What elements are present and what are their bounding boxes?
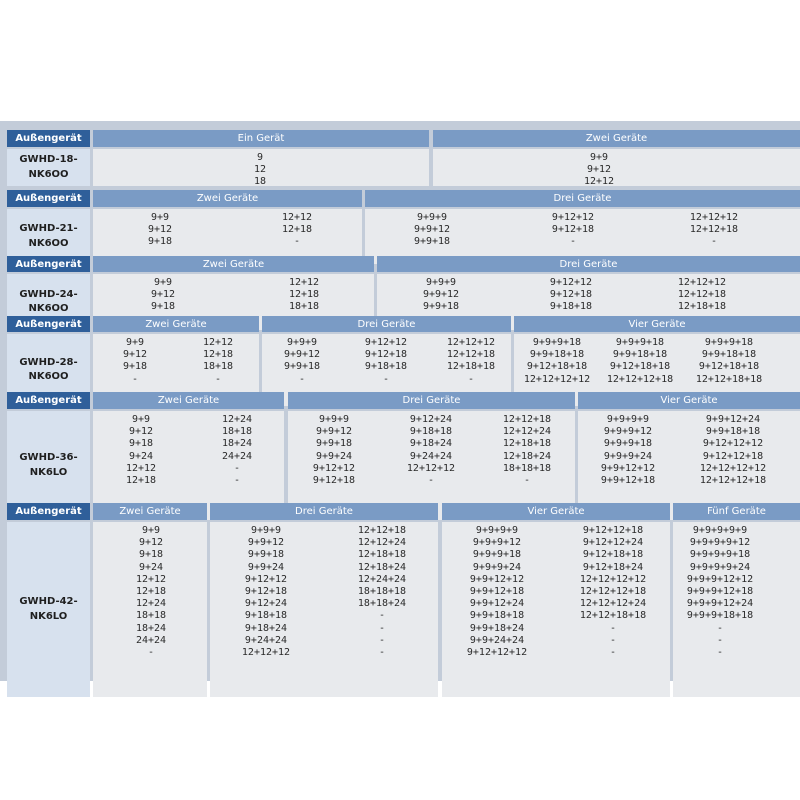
combination-value: 12+12 xyxy=(281,212,313,223)
combination-value: 9+24+24 xyxy=(244,634,288,646)
combination-value: 9+12+12 xyxy=(244,573,288,585)
combination-column xyxy=(467,525,527,659)
combination-value: 9+9+18+18 xyxy=(701,349,757,361)
combination-value: 9+9+18 xyxy=(283,361,321,373)
group-body xyxy=(442,522,670,697)
combination-value: 9+9+9+9+24 xyxy=(689,561,751,573)
combination-value: 12+18 xyxy=(288,289,320,301)
combination-value: 12+12+24 xyxy=(502,426,552,438)
combination-value: 12+18+18 xyxy=(446,361,496,373)
group-header: Drei Geräte xyxy=(262,316,511,332)
combination-value: 12+12+12+12 xyxy=(523,373,591,385)
combination-column xyxy=(151,277,175,314)
model-name: GWHD-21- NK6OO xyxy=(7,209,90,264)
combination-value: 12+18+18 xyxy=(357,549,407,561)
group-header: Vier Geräte xyxy=(578,392,800,409)
combination-value: 9+9 xyxy=(589,152,609,163)
combination-column xyxy=(123,337,147,386)
combination-value: 18+24 xyxy=(221,438,253,450)
combination-value: 18+18 xyxy=(288,301,320,313)
model-name: GWHD-42- NK6LO xyxy=(7,522,90,697)
combination-value: 12+12+18 xyxy=(357,525,407,536)
combination-value: 9+9+12+12 xyxy=(469,573,525,585)
combination-value: 9+12+12+12 xyxy=(702,438,764,450)
combination-column xyxy=(447,337,495,386)
combination-value: 9+9+12 xyxy=(422,289,460,301)
combination-value: 12+12+18 xyxy=(446,349,496,361)
group-body xyxy=(210,522,438,697)
combination-column xyxy=(254,152,266,189)
combination-value: 12+12+18 xyxy=(502,414,552,425)
combination-value: 9+9+9+12+12 xyxy=(686,573,754,585)
combination-value: 9+12+18 xyxy=(364,349,408,361)
group-header: Drei Geräte xyxy=(210,503,438,520)
combination-column xyxy=(365,337,407,386)
combination-value: - xyxy=(609,622,617,634)
outdoor-unit-label: Außengerät xyxy=(7,392,90,409)
combination-value: - xyxy=(710,236,718,248)
combination-value: 9+9+9 xyxy=(425,277,457,288)
combination-value: 9+12 xyxy=(150,289,176,301)
combination-column xyxy=(503,414,551,487)
combination-value: 12+18 xyxy=(281,224,313,236)
outdoor-unit-label: Außengerät xyxy=(7,190,90,207)
combination-value: 9+9+18+18 xyxy=(529,349,585,361)
combination-value: 9+24 xyxy=(138,561,164,573)
combination-value: 9+9+9+9+18 xyxy=(689,549,751,561)
combination-value: 9+12+18 xyxy=(551,224,595,236)
combination-column xyxy=(687,525,753,659)
combination-value: 9+18+18 xyxy=(409,426,453,438)
combination-value: 9+9+12+18 xyxy=(469,586,525,598)
outdoor-unit-label: Außengerät xyxy=(7,130,90,147)
combination-value: - xyxy=(233,462,241,474)
combination-value: 9+9+12 xyxy=(247,537,285,549)
combination-value: 12+12 xyxy=(583,176,615,188)
combination-column xyxy=(423,277,459,314)
combination-value: - xyxy=(716,622,724,634)
combination-value: 9+12+18+18 xyxy=(526,361,588,373)
group-body xyxy=(433,149,800,186)
combination-value: 9+12+12 xyxy=(364,337,408,348)
combination-value: 9+9 xyxy=(150,212,170,223)
combination-value: 9+12 xyxy=(122,349,148,361)
combination-value: 9+9+18 xyxy=(422,301,460,313)
combination-column xyxy=(222,414,252,487)
combination-value: 9+9+9+18 xyxy=(472,549,522,561)
combination-value: 9+9+9+12+24 xyxy=(686,598,754,610)
combination-value: 12+24 xyxy=(221,414,253,425)
combination-value: 9+12+24 xyxy=(409,414,453,425)
combination-value: 9+12+12+18 xyxy=(702,450,764,462)
combination-value: 9+9+18 xyxy=(413,236,451,248)
combination-value: 9+9+12+18 xyxy=(600,475,656,487)
combination-value: 12+18 xyxy=(202,349,234,361)
combination-value: - xyxy=(214,373,222,385)
combination-value: 9+9+12+24 xyxy=(705,414,761,425)
combination-value: - xyxy=(131,373,139,385)
combination-value: 9+9+9 xyxy=(250,525,282,536)
combination-column xyxy=(289,277,319,314)
combination-value: 9+9+9+9 xyxy=(606,414,650,425)
combination-value: 12+18+24 xyxy=(357,561,407,573)
combination-value: 12+12 xyxy=(202,337,234,348)
combination-value: 9+9+12+24 xyxy=(469,598,525,610)
group-header: Zwei Geräte xyxy=(93,316,259,332)
combination-value: 9+12+18+18 xyxy=(582,549,644,561)
group-body xyxy=(673,522,800,697)
combination-value: 9+9+18+18 xyxy=(469,610,525,622)
combination-value: 9+9+9+18 xyxy=(615,337,665,348)
model-name: GWHD-36- NK6LO xyxy=(7,411,90,520)
combination-column xyxy=(550,277,592,314)
combination-value: - xyxy=(378,610,386,622)
combination-value: - xyxy=(609,634,617,646)
combination-value: 9+12+12+24 xyxy=(582,537,644,549)
combination-value: 9+9+24 xyxy=(315,450,353,462)
combination-value: 9+9 xyxy=(125,337,145,348)
combination-value: 9+9+9+18+18 xyxy=(686,610,754,622)
combination-column xyxy=(584,152,614,189)
combination-value: 9+12+12 xyxy=(312,462,356,474)
combination-value: - xyxy=(382,373,390,385)
combination-value: 9+9+12+12 xyxy=(600,462,656,474)
combination-value: 9+12 xyxy=(128,426,154,438)
combination-value: - xyxy=(378,647,386,659)
top-margin xyxy=(0,0,800,121)
group-header: Drei Geräte xyxy=(365,190,800,207)
combination-column xyxy=(690,212,738,249)
combination-column xyxy=(148,212,172,249)
combination-value: 9+9+9 xyxy=(286,337,318,348)
combination-value: 9+12+12+12 xyxy=(466,647,528,659)
combination-value: 9+9 xyxy=(141,525,161,536)
combination-value: 9+9+9+12 xyxy=(603,426,653,438)
combination-value: 9+9+9+24 xyxy=(603,450,653,462)
combination-value: 12+18 xyxy=(125,475,157,487)
combination-value: 9+9 xyxy=(131,414,151,425)
combination-value: - xyxy=(293,236,301,248)
combination-value: 9+12+18 xyxy=(244,586,288,598)
combination-value: 12+12+18+18 xyxy=(579,610,647,622)
combination-value: 12+24 xyxy=(135,598,167,610)
combination-value: 9+12+18 xyxy=(312,475,356,487)
combination-value: 9+9+18+18 xyxy=(612,349,668,361)
combination-column xyxy=(524,337,590,386)
combination-value: 12+12+12 xyxy=(446,337,496,348)
combination-column xyxy=(696,337,762,386)
combination-value: 12 xyxy=(253,164,267,176)
combination-value: 9+9+12 xyxy=(283,349,321,361)
combination-value: 12+12+12+12 xyxy=(699,462,767,474)
combination-value: 12+12+24 xyxy=(357,537,407,549)
combination-column xyxy=(203,337,233,386)
combination-value: 9+18+24 xyxy=(244,622,288,634)
combination-value: 12+12+18 xyxy=(689,224,739,236)
model-name: GWHD-18- NK6OO xyxy=(7,149,90,186)
combination-value: - xyxy=(378,634,386,646)
combination-value: 9+12+12 xyxy=(551,212,595,223)
group-header: Vier Geräte xyxy=(442,503,670,520)
combination-value: 24+24 xyxy=(221,450,253,462)
combination-value: 9+12+24 xyxy=(244,598,288,610)
combination-value: 18+18 xyxy=(202,361,234,373)
combination-value: 9+9+18 xyxy=(315,438,353,450)
outdoor-unit-label: Außengerät xyxy=(7,256,90,272)
combination-column xyxy=(580,525,646,659)
group-header: Drei Geräte xyxy=(288,392,575,409)
combination-column xyxy=(358,525,406,659)
combination-value: 18+18 xyxy=(221,426,253,438)
group-header: Zwei Geräte xyxy=(433,130,800,147)
combination-value: 12+18+18 xyxy=(502,438,552,450)
combination-value: 9+9+9+12 xyxy=(472,537,522,549)
combination-value: - xyxy=(467,373,475,385)
combination-value: 9+9+9+12+18 xyxy=(686,586,754,598)
combination-value: 12+12+12 xyxy=(241,647,291,659)
combination-value: 9+12+12+18 xyxy=(582,525,644,536)
model-name: GWHD-24- NK6OO xyxy=(7,274,90,330)
combination-value: 9+9+9 xyxy=(416,212,448,223)
combination-value: 9+9+9+18 xyxy=(532,337,582,348)
group-header: Drei Geräte xyxy=(377,256,800,272)
combination-value: 9+9+9+9+12 xyxy=(689,537,751,549)
combination-column xyxy=(282,212,312,249)
combination-column xyxy=(136,525,166,659)
combination-column xyxy=(242,525,290,659)
group-body xyxy=(93,149,429,186)
combination-value: 12+12+12+12 xyxy=(579,573,647,585)
combination-value: 12+12+18 xyxy=(677,289,727,301)
combination-value: - xyxy=(298,373,306,385)
combination-value: 9+18+18 xyxy=(244,610,288,622)
combination-value: 9+9+9+18 xyxy=(704,337,754,348)
group-header: Zwei Geräte xyxy=(93,190,362,207)
combination-column xyxy=(678,277,726,314)
combination-value: - xyxy=(233,475,241,487)
combination-value: 12+12+12+18 xyxy=(606,373,674,385)
combination-column xyxy=(552,212,594,249)
group-header: Zwei Geräte xyxy=(93,503,207,520)
combination-value: 12+12+12 xyxy=(406,462,456,474)
combination-value: 9+12+18 xyxy=(549,289,593,301)
combination-value: 9+12+18+24 xyxy=(582,561,644,573)
combination-value: 9+9+12 xyxy=(413,224,451,236)
combination-value: 12+18+18 xyxy=(677,301,727,313)
combination-value: 9+9+9 xyxy=(318,414,350,425)
combination-value: 9+12 xyxy=(138,537,164,549)
combination-value: 9+12+18+18 xyxy=(698,361,760,373)
combination-value: 12+12+12+18 xyxy=(579,586,647,598)
combination-column xyxy=(407,414,455,487)
combination-value: 12+12+12+18 xyxy=(699,475,767,487)
group-header: Fünf Geräte xyxy=(673,503,800,520)
combination-value: 9+18 xyxy=(128,438,154,450)
combination-value: 18 xyxy=(253,176,267,188)
model-name: GWHD-28- NK6OO xyxy=(7,334,90,406)
combination-table xyxy=(0,121,800,681)
combination-value: 18+18+18 xyxy=(357,586,407,598)
combination-value: 9+18 xyxy=(138,549,164,561)
combination-value: 9 xyxy=(256,152,264,163)
combination-value: 18+24 xyxy=(135,622,167,634)
combination-value: 9+12 xyxy=(147,224,173,236)
combination-value: 9+18 xyxy=(147,236,173,248)
combination-value: 9+18+24 xyxy=(409,438,453,450)
combination-value: - xyxy=(609,647,617,659)
combination-value: 12+12+12 xyxy=(689,212,739,223)
combination-value: 9+9+24 xyxy=(247,561,285,573)
combination-value: 9+9+9+9+9 xyxy=(692,525,748,536)
combination-value: 9+24 xyxy=(128,450,154,462)
combination-value: 18+18+24 xyxy=(357,598,407,610)
group-header: Ein Gerät xyxy=(93,130,429,147)
combination-value: 12+12+18+18 xyxy=(695,373,763,385)
combination-value: 18+18+18 xyxy=(502,462,552,474)
combination-value: 9+9+9+9 xyxy=(475,525,519,536)
group-header: Zwei Geräte xyxy=(93,256,374,272)
combination-value: 9+12+12 xyxy=(549,277,593,288)
combination-value: - xyxy=(523,475,531,487)
combination-value: 12+18 xyxy=(135,586,167,598)
combination-value: 9+18+18 xyxy=(549,301,593,313)
combination-value: 9+9+12 xyxy=(315,426,353,438)
combination-value: 9+18+18 xyxy=(364,361,408,373)
combination-value: - xyxy=(716,634,724,646)
combination-value: 12+24+24 xyxy=(357,573,407,585)
combination-value: - xyxy=(716,647,724,659)
combination-value: 9+9+24+24 xyxy=(469,634,525,646)
combination-value: - xyxy=(378,622,386,634)
combination-value: 12+12 xyxy=(135,573,167,585)
combination-column xyxy=(700,414,766,487)
combination-value: 12+18+24 xyxy=(502,450,552,462)
combination-column xyxy=(607,337,673,386)
combination-column xyxy=(126,414,156,487)
combination-value: 12+12 xyxy=(288,277,320,288)
combination-value: - xyxy=(569,236,577,248)
combination-value: 9+9+18+24 xyxy=(469,622,525,634)
group-header: Zwei Geräte xyxy=(93,392,284,409)
group-header: Vier Geräte xyxy=(514,316,800,332)
combination-value: 12+12 xyxy=(125,462,157,474)
combination-column xyxy=(313,414,355,487)
combination-value: 9+12+18+18 xyxy=(609,361,671,373)
combination-value: - xyxy=(427,475,435,487)
combination-column xyxy=(601,414,655,487)
combination-value: 9+18 xyxy=(150,301,176,313)
group-body xyxy=(93,522,207,697)
combination-value: 18+18 xyxy=(135,610,167,622)
combination-column xyxy=(284,337,320,386)
combination-value: 24+24 xyxy=(135,634,167,646)
combination-value: 12+12+12+24 xyxy=(579,598,647,610)
combination-value: 12+12+12 xyxy=(677,277,727,288)
combination-value: 9+24+24 xyxy=(409,450,453,462)
combination-value: 9+9+9+18 xyxy=(603,438,653,450)
combination-value: - xyxy=(147,647,155,659)
outdoor-unit-label: Außengerät xyxy=(7,316,90,332)
combination-value: 9+9+9+24 xyxy=(472,561,522,573)
combination-value: 9+9+18 xyxy=(247,549,285,561)
combination-value: 9+12 xyxy=(586,164,612,176)
combination-column xyxy=(414,212,450,249)
combination-value: 9+9 xyxy=(153,277,173,288)
outdoor-unit-label: Außengerät xyxy=(7,503,90,520)
combination-value: 9+9+18+18 xyxy=(705,426,761,438)
combination-value: 9+18 xyxy=(122,361,148,373)
